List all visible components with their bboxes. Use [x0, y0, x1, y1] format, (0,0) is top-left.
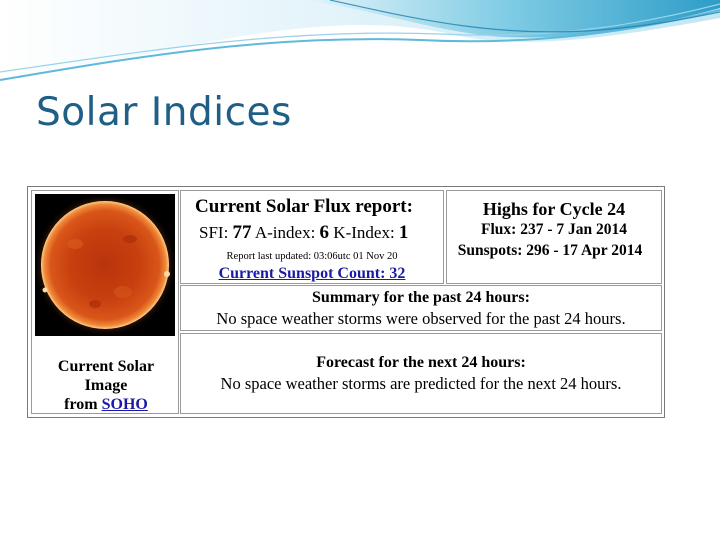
solar-indices-widget: [27, 186, 665, 418]
k-index-label: K-Index:: [333, 223, 395, 242]
slide-title: Solar Indices: [36, 90, 292, 135]
solar-image-caption: [32, 357, 180, 414]
sfi-label: SFI:: [199, 223, 229, 242]
flux-values: [199, 222, 408, 244]
caption-line-3: [32, 395, 180, 414]
solar-flux-report-cell: [180, 190, 444, 284]
sunspot-count-link[interactable]: Current Sunspot Count: 32: [218, 265, 406, 282]
forecast-cell: [180, 333, 662, 414]
forecast-text: No space weather storms are predicted for the next 24 hours.: [220, 374, 622, 393]
highs-sunspots: Sunspots: 296 - 17 Apr 2014: [457, 242, 643, 259]
solar-image-cell: [31, 190, 179, 414]
caption-line-1: Current Solar: [57, 358, 155, 375]
sfi-value: 77: [232, 222, 252, 243]
report-updated-timestamp: Report last updated: 03:06utc 01 Nov 20: [226, 251, 398, 262]
solar-image[interactable]: [35, 194, 175, 336]
soho-link[interactable]: SOHO: [101, 396, 148, 413]
caption-line-2: Image: [84, 377, 128, 394]
k-index-value: 1: [398, 222, 409, 243]
highs-flux: Flux: 237 - 7 Jan 2014: [481, 221, 627, 238]
header-swoosh-decoration: [0, 0, 720, 90]
flux-report-title: Current Solar Flux report:: [195, 196, 413, 217]
cycle-highs-cell: [446, 190, 662, 284]
summary-text: No space weather storms were observed for the past 24 hours.: [216, 309, 626, 328]
a-index-label: A-index:: [254, 223, 316, 242]
caption-from: from: [64, 396, 98, 413]
summary-cell: [180, 285, 662, 331]
highs-title: Highs for Cycle 24: [482, 199, 626, 219]
summary-title: Summary for the past 24 hours:: [312, 289, 530, 306]
a-index-value: 6: [319, 222, 330, 243]
forecast-title: Forecast for the next 24 hours:: [316, 354, 526, 371]
sun-image-icon: [35, 194, 175, 336]
